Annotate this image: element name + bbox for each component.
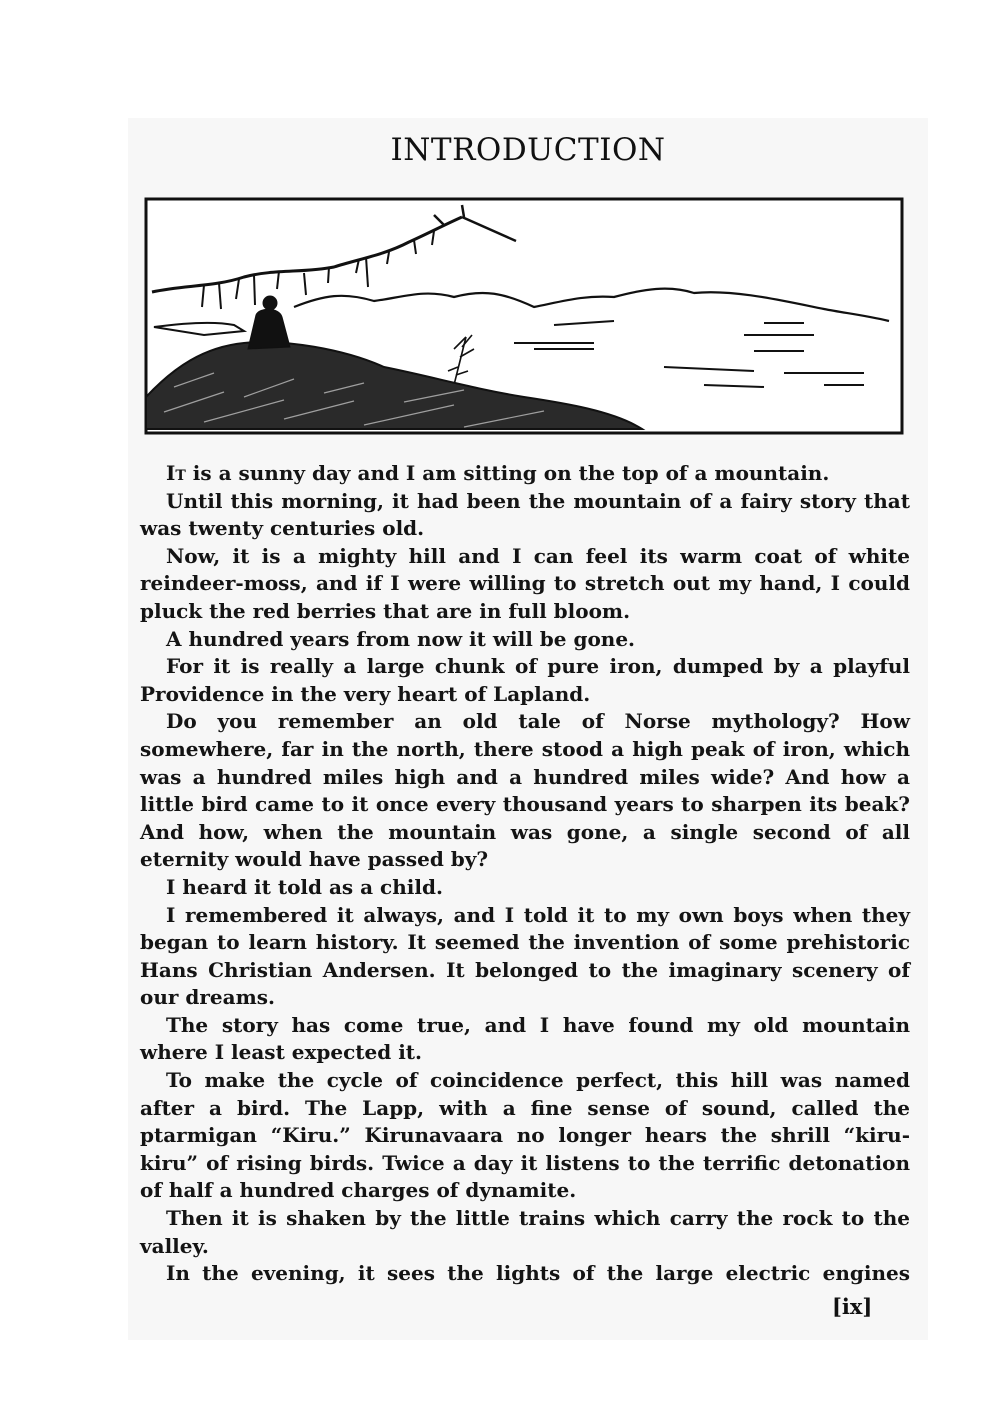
paragraph [140, 1012, 910, 1067]
paragraph-text: I remembered it always, and I told it to my own boys when they began to learn history. It seemed the invention of some prehistoric Hans Christian Andersen. It belonged to the imaginary scenery of our dreams. [140, 902, 910, 1010]
paragraph [140, 1260, 910, 1288]
paragraph [140, 653, 910, 708]
paragraph-text: The story has come true, and I have found my old mountain where I least expected it. [140, 1012, 910, 1065]
paragraph [140, 874, 910, 902]
paragraph [140, 1067, 910, 1205]
paragraph-text: Until this morning, it had been the mountain of a fairy story that was twenty centuries old. [140, 488, 910, 541]
paragraph [140, 1205, 910, 1260]
mountain-landscape-illustration [144, 197, 904, 435]
page-number: [ix] [832, 1294, 873, 1319]
paragraph-text: Now, it is a mighty hill and I can feel its warm coat of white reindeer-moss, and if I were willing to stretch out my hand, I could pluck the red berries that are in full bloom. [140, 543, 910, 623]
paragraph-lead: It [166, 461, 186, 485]
paragraph-text: For it is really a large chunk of pure iron, dumped by a playful Providence in the very heart of Lapland. [140, 654, 910, 706]
body-text [140, 460, 910, 1288]
paragraph-text: To make the cycle of coincidence perfect, this hill was named after a bird. The Lapp, with a fine sense of sound, called the ptarmigan “Kiru.” Kirunavaara no longer hears the shrill “kiru-kiru” of rising birds. Twice a day it listens to the terrific detonation of half a hundred charges of dynamite. [140, 1068, 910, 1203]
paragraph [140, 460, 910, 488]
paragraph [140, 708, 910, 874]
paragraph [140, 543, 910, 626]
paragraph-text: is a sunny day and I am sitting on the top of a mountain. [185, 461, 830, 485]
paragraph-text: I heard it told as a child. [166, 874, 443, 899]
paragraph-text: In the evening, it sees the lights of the large electric engines [166, 1261, 910, 1286]
page-title: INTRODUCTION [390, 132, 666, 168]
paragraph [140, 488, 910, 543]
paragraph-text: Do you remember an old tale of Norse mythology? How somewhere, far in the north, there stood a high peak of iron, which was a hundred miles high and a hundred miles wide? And how a little bird came to it once every thousand years to sharpen its beak? And how, when the mountain was gone, a single second of all eternity would have passed by? [140, 709, 910, 872]
paragraph-text: Then it is shaken by the little trains which carry the rock to the valley. [140, 1206, 910, 1258]
paragraph [140, 626, 910, 654]
paragraph-text: A hundred years from now it will be gone. [166, 626, 636, 651]
paragraph [140, 902, 910, 1012]
